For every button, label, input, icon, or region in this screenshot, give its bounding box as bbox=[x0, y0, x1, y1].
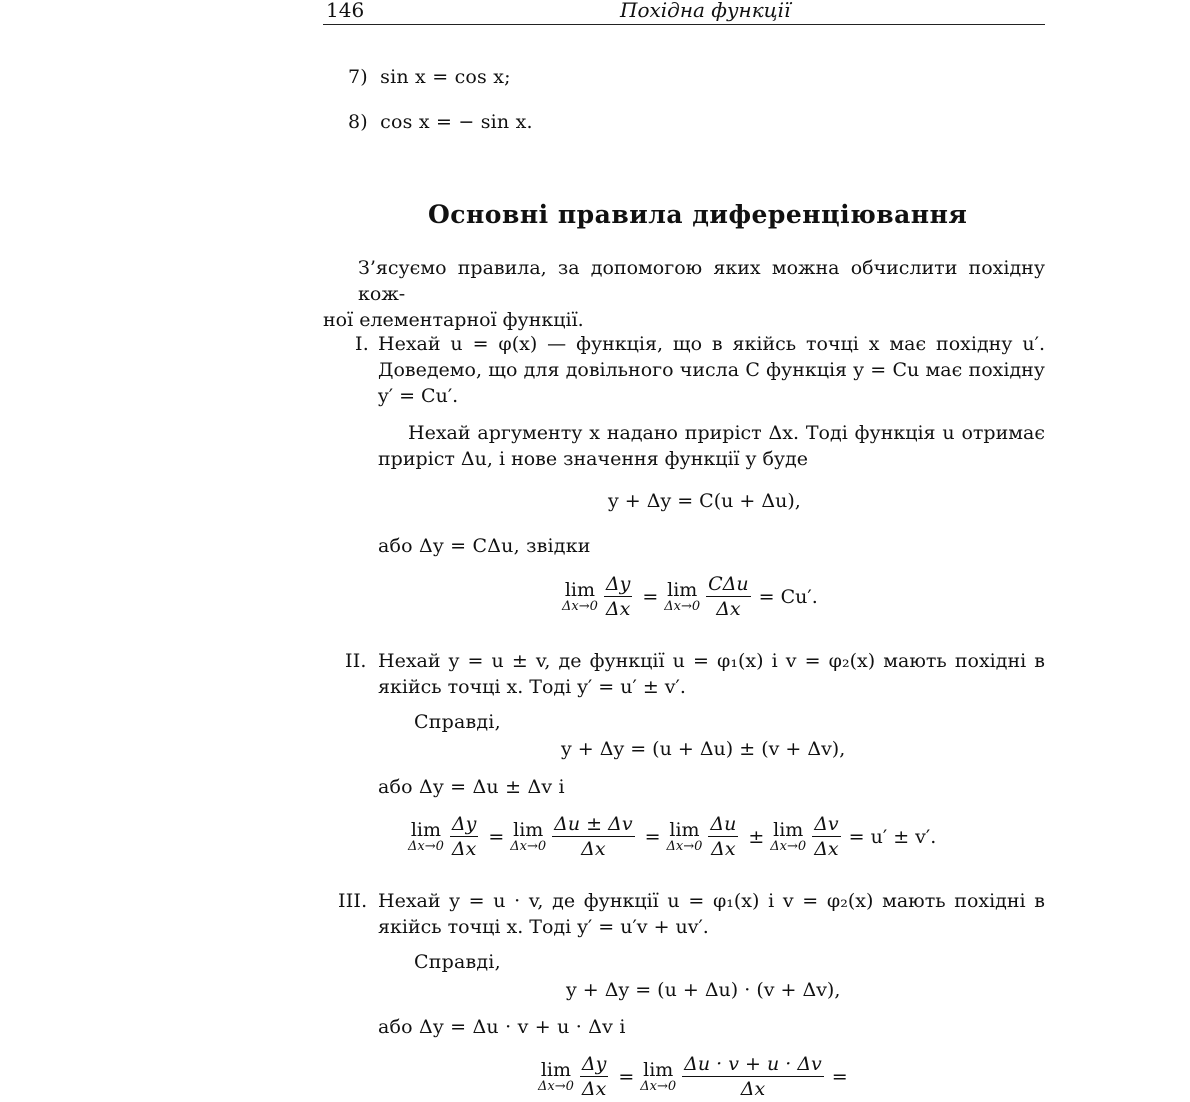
fraction: $\frac{\Delta u \cdot v + u \cdot \Delta v}{\Delta x}$ bbox=[684, 1053, 822, 1100]
rule-label: II. bbox=[345, 650, 367, 672]
limit-equation: lim Δx→0 $\frac{\Delta y}{\Delta x}$ = lim Δx→0 $\frac{\text{CΔu}}{\Delta x}$ = Cu′. bbox=[562, 573, 818, 620]
intro-line: ної елементарної функції. bbox=[323, 309, 584, 331]
limit-operator: lim Δx→0 bbox=[770, 818, 807, 854]
rule-label: III. bbox=[338, 890, 368, 912]
indeed-label: Справді, bbox=[414, 951, 501, 973]
statement-line: Нехай y = u ± v, де функції u = φ₁(x) і v = φ₂(x) мають похідні в bbox=[378, 650, 1045, 672]
exercise-number: 7) bbox=[348, 66, 368, 88]
rule-II-statement bbox=[378, 648, 1045, 700]
limit-operator: lim Δx→0 bbox=[640, 1058, 677, 1094]
limit-operator: lim Δx→0 bbox=[666, 818, 703, 854]
limit-operator: lim Δx→0 bbox=[408, 818, 444, 854]
exercise-8 bbox=[348, 111, 533, 133]
equation: y + Δy = C(u + Δu), bbox=[608, 490, 801, 512]
text-line: або Δy = Δu · v + u · Δv і bbox=[378, 1016, 626, 1038]
fraction: $\frac{\Delta y}{\Delta x}$ bbox=[451, 813, 477, 860]
rule-III-statement bbox=[378, 888, 1045, 940]
statement-line: Нехай y = u · v, де функції u = φ₁(x) і v = φ₂(x) мають похідні в bbox=[378, 890, 1045, 912]
limit-operator: lim Δx→0 bbox=[510, 818, 547, 854]
statement-line: y′ = Cu′. bbox=[378, 385, 459, 407]
page-number: 146 bbox=[326, 0, 365, 22]
statement-line: якійсь точці x. Тоді y′ = u′ ± v′. bbox=[378, 676, 686, 698]
statement-line: Доведемо, що для довільного числа C функція y = Cu має похідну bbox=[378, 359, 1045, 381]
section-title: Основні правила диференціювання bbox=[428, 200, 968, 229]
rule-I-statement bbox=[378, 331, 1045, 409]
proof-line: Нехай аргументу x надано приріст Δx. Тоді функція u отримає bbox=[408, 422, 1045, 444]
limit-operator: lim Δx→0 bbox=[538, 1058, 574, 1094]
rule-I-proof bbox=[378, 420, 1045, 472]
exercise-7 bbox=[348, 66, 511, 88]
intro-paragraph bbox=[323, 255, 1045, 333]
statement-line: якійсь точці x. Тоді y′ = u′v + uv′. bbox=[378, 916, 709, 938]
fraction: $\frac{\Delta v}{\Delta x}$ bbox=[814, 813, 839, 860]
equation: y + Δy = (u + Δu) · (v + Δv), bbox=[566, 979, 841, 1001]
running-title: Похідна функції bbox=[620, 0, 791, 22]
text-line: або Δy = Δu ± Δv і bbox=[378, 776, 565, 798]
header-rule bbox=[323, 24, 1045, 25]
statement-line: Нехай u = φ(x) — функція, що в якійсь точці x має похідну u′. bbox=[378, 333, 1045, 355]
limit-equation: lim Δx→0 $\frac{\Delta y}{\Delta x}$ = lim Δx→0 $\frac{\Delta u \pm \Delta v}{\Delta x}$ = lim Δx→0 $\frac{\Delta u}{\Delta x}$ ± lim Δx→0 $\frac{\Delta v}{\Delta x}$ = u′ ± v′. bbox=[408, 813, 937, 860]
exercise-expression: cos x = − sin x. bbox=[380, 111, 533, 133]
indeed-label: Справді, bbox=[414, 711, 501, 733]
equation: y + Δy = (u + Δu) ± (v + Δv), bbox=[561, 738, 846, 760]
fraction: $\frac{\Delta y}{\Delta x}$ bbox=[581, 1053, 607, 1100]
fraction: $\frac{\Delta u \pm \Delta v}{\Delta x}$ bbox=[554, 813, 633, 860]
limit-operator: lim Δx→0 bbox=[562, 578, 598, 614]
exercise-number: 8) bbox=[348, 111, 368, 133]
limit-operator: lim Δx→0 bbox=[664, 578, 701, 614]
fraction: $\frac{\Delta u}{\Delta x}$ bbox=[710, 813, 737, 860]
rule-label: I. bbox=[355, 333, 369, 355]
intro-line: З’ясуємо правила, за допомогою яких можна обчислити похідну кож- bbox=[358, 257, 1045, 305]
proof-line: приріст Δu, і нове значення функції y буде bbox=[378, 448, 809, 470]
exercise-expression: sin x = cos x; bbox=[380, 66, 511, 88]
limit-equation: lim Δx→0 $\frac{\Delta y}{\Delta x}$ = lim Δx→0 $\frac{\Delta u \cdot v + u \cdot \Delta v}{\Delta x}$ = bbox=[538, 1053, 848, 1100]
fraction: $\frac{\Delta y}{\Delta x}$ bbox=[605, 573, 631, 620]
fraction: $\frac{\text{CΔu}}{\Delta x}$ bbox=[708, 573, 749, 620]
text-line: або Δy = CΔu, звідки bbox=[378, 535, 591, 557]
